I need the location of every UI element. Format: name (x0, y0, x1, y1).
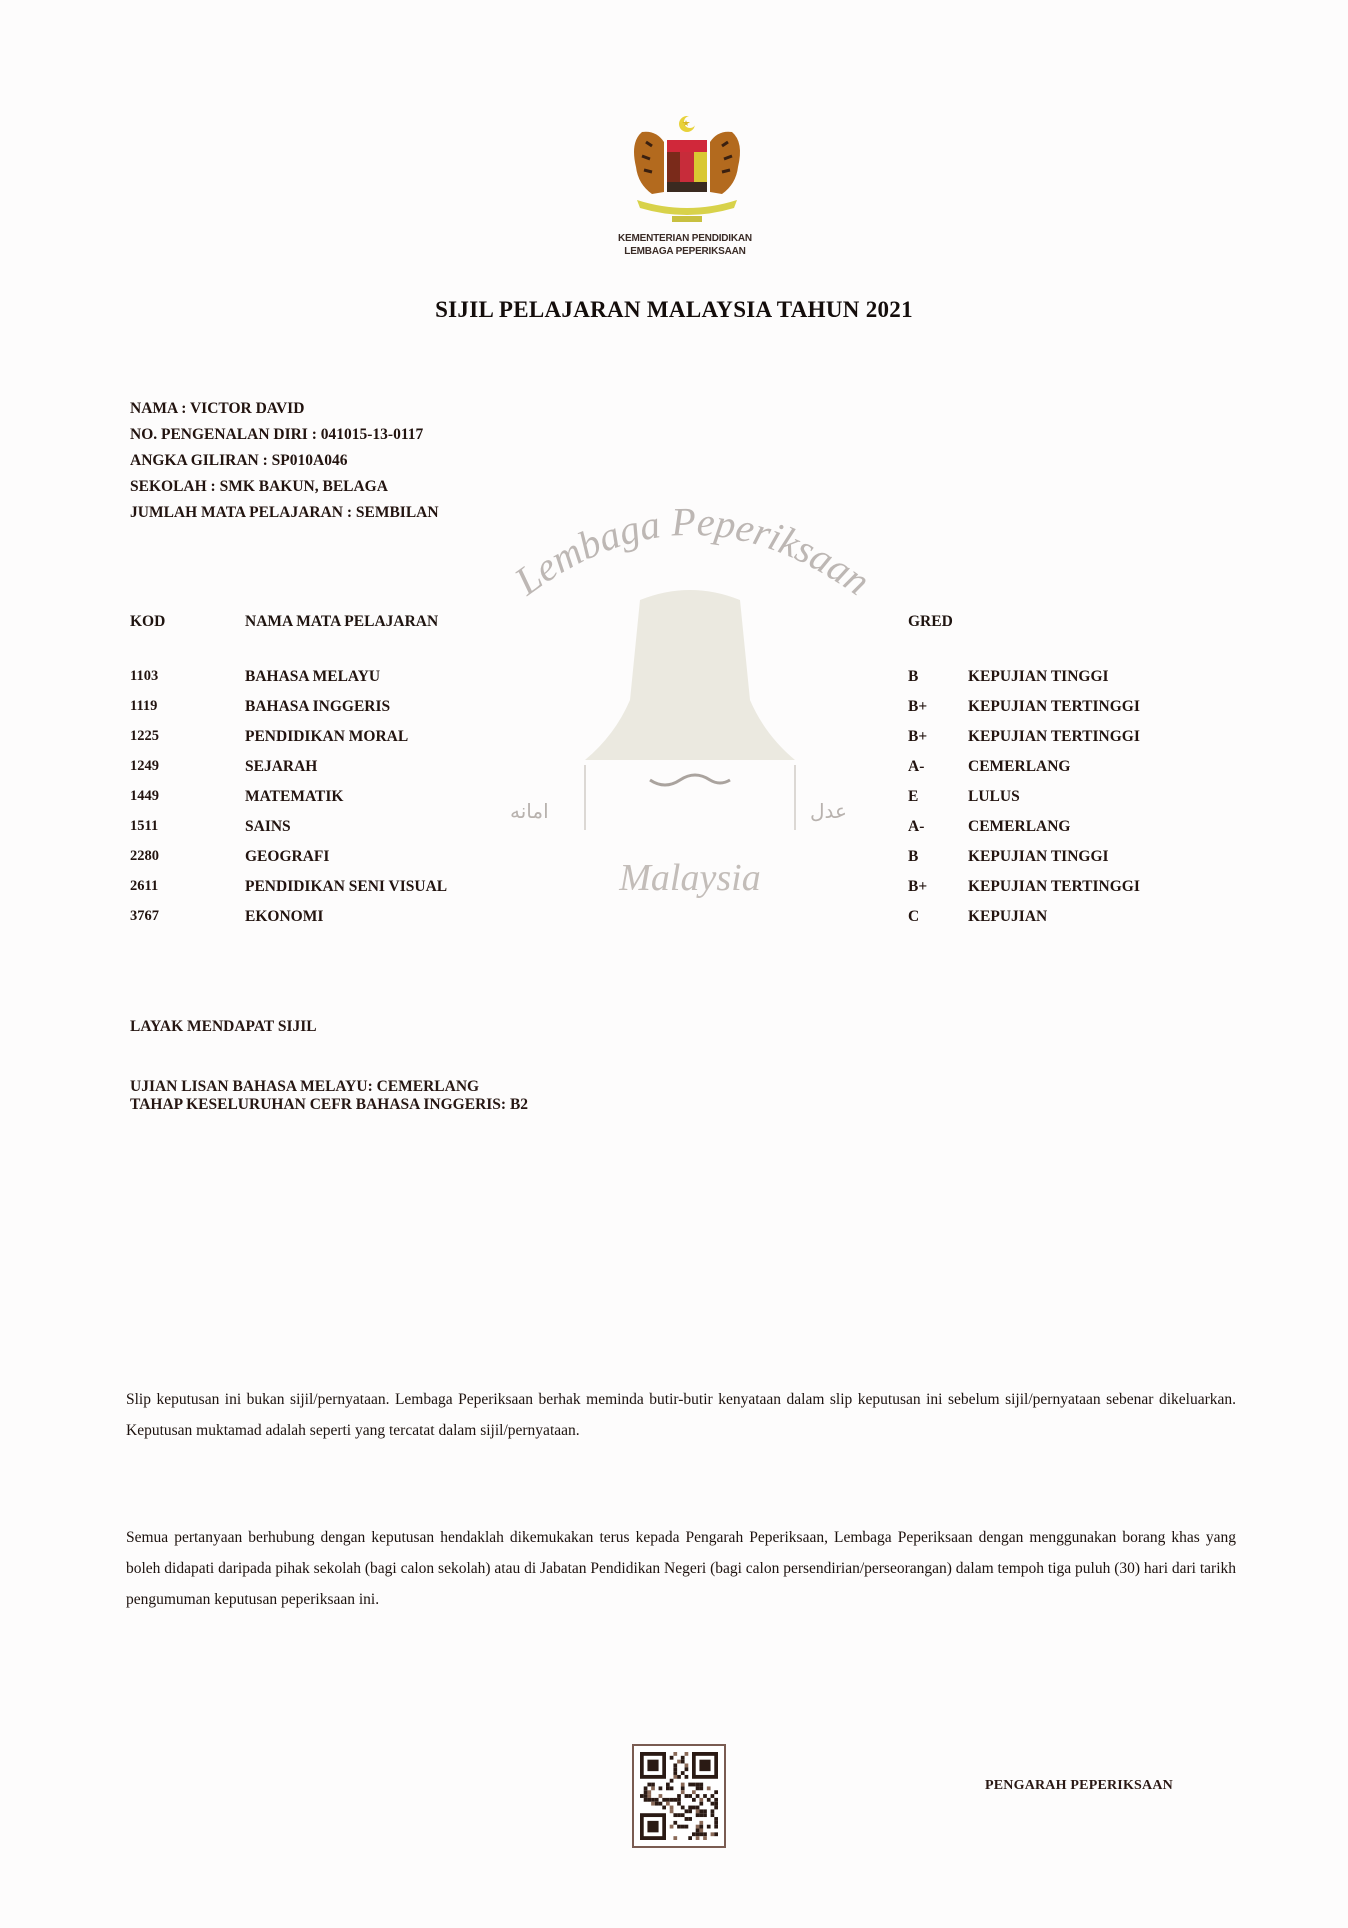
grade-description: KEPUJIAN TINGGI (968, 668, 1109, 685)
svg-text:عدل: عدل (810, 799, 847, 823)
subject-name: BAHASA INGGERIS (245, 698, 391, 715)
oral-test-result: UJIAN LISAN BAHASA MELAYU: CEMERLANG (130, 1078, 480, 1095)
subject-name: EKONOMI (245, 908, 324, 925)
grade-description: CEMERLANG (968, 818, 1071, 835)
grade-description: LULUS (968, 788, 1020, 805)
subject-grade: A- (908, 818, 925, 835)
candidate-info (130, 396, 439, 526)
subject-grade: B+ (908, 878, 928, 895)
candidate-index-number: ANGKA GILIRAN : SP010A046 (130, 452, 348, 469)
page-title: SIJIL PELAJARAN MALAYSIA TAHUN 2021 (435, 297, 913, 322)
subject-name: SEJARAH (245, 758, 318, 775)
subject-grade: A- (908, 758, 925, 775)
subject-row (130, 848, 1230, 878)
cefr-level-result: TAHAP KESELURUHAN CEFR BAHASA INGGERIS: B2 (130, 1096, 529, 1113)
inquiry-paragraph: Semua pertanyaan berhubung dengan keputusan hendaklah dikemukakan terus kepada Pengarah Peperiksaan, Lembaga Peperiksaan dengan menggunakan borang khas yang boleh didapati daripada pihak sekolah (bagi calon sekolah) atau di Jabatan Pendidikan Negeri (bagi calon persendirian/perseorangan) dalam tempoh tiga puluh (30) hari dari tarikh pengumuman keputusan peperiksaan ini. (126, 1529, 1237, 1608)
subject-code: 1511 (130, 818, 159, 834)
ministry-name: KEMENTERIAN PENDIDIKAN (618, 233, 752, 244)
subject-name: GEOGRAFI (245, 848, 330, 865)
subject-grade: B (908, 668, 919, 685)
subject-name: BAHASA MELAYU (245, 668, 381, 685)
subject-grade: C (908, 908, 920, 925)
subject-row (130, 758, 1230, 788)
subject-name: MATEMATIK (245, 788, 344, 805)
signatory-title: PENGARAH PEPERIKSAAN (985, 1778, 1173, 1793)
subject-code: 3767 (130, 908, 159, 924)
watermark-top-text: Lembaga Peperiksaan (506, 500, 879, 604)
subject-code: 1225 (130, 728, 159, 744)
subject-row (130, 788, 1230, 818)
subject-code: 1103 (130, 668, 159, 684)
subject-code: 1449 (130, 788, 159, 804)
disclaimer-paragraph: Slip keputusan ini bukan sijil/pernyataan. Lembaga Peperiksaan berhak meminda butir-butir kenyataan dalam slip keputusan ini sebelum sijil/pernyataan sebenar dikeluarkan. Keputusan muktamad adalah seperti yang tercatat dalam sijil/pernyataan. (126, 1391, 1236, 1439)
qr-code-icon (640, 1752, 718, 1840)
grade-description: KEPUJIAN TERTINGGI (968, 878, 1140, 895)
subject-code: 1249 (130, 758, 159, 774)
subject-name: SAINS (245, 818, 291, 835)
grade-description: KEPUJIAN TERTINGGI (968, 698, 1140, 715)
board-name: LEMBAGA PEPERIKSAAN (624, 246, 746, 257)
column-header-code: KOD (130, 613, 166, 630)
candidate-name: NAMA : VICTOR DAVID (130, 400, 305, 417)
qr-code[interactable] (632, 1744, 726, 1848)
subject-row (130, 698, 1230, 728)
watermark-bottom-text: Malaysia (619, 857, 761, 899)
subject-results-table (130, 668, 1230, 938)
grade-description: KEPUJIAN (968, 908, 1048, 925)
subject-code: 2611 (130, 878, 159, 894)
subject-row (130, 728, 1230, 758)
subject-name: PENDIDIKAN SENI VISUAL (245, 878, 448, 895)
candidate-subject-count: JUMLAH MATA PELAJARAN : SEMBILAN (130, 504, 439, 521)
grade-description: KEPUJIAN TINGGI (968, 848, 1109, 865)
svg-text:امانه: امانه (510, 799, 549, 823)
candidate-ic-number: NO. PENGENALAN DIRI : 041015-13-0117 (130, 426, 424, 443)
subject-grade: B+ (908, 698, 928, 715)
subject-row (130, 908, 1230, 938)
subject-row (130, 878, 1230, 908)
candidate-school: SEKOLAH : SMK BAKUN, BELAGA (130, 478, 388, 495)
subject-grade: B+ (908, 728, 928, 745)
grade-description: KEPUJIAN TERTINGGI (968, 728, 1140, 745)
subject-name: PENDIDIKAN MORAL (245, 728, 409, 745)
subject-grade: E (908, 788, 919, 805)
column-header-grade: GRED (908, 613, 953, 630)
subject-row (130, 818, 1230, 848)
subject-code: 1119 (130, 698, 158, 714)
additional-results (130, 1078, 528, 1114)
coat-of-arms-icon (612, 112, 762, 232)
certificate-eligibility: LAYAK MENDAPAT SIJIL (130, 1018, 317, 1035)
subject-grade: B (908, 848, 919, 865)
column-header-subject: NAMA MATA PELAJARAN (245, 613, 439, 630)
ministry-caption (560, 232, 810, 258)
subject-row (130, 668, 1230, 698)
subject-code: 2280 (130, 848, 159, 864)
grade-description: CEMERLANG (968, 758, 1071, 775)
